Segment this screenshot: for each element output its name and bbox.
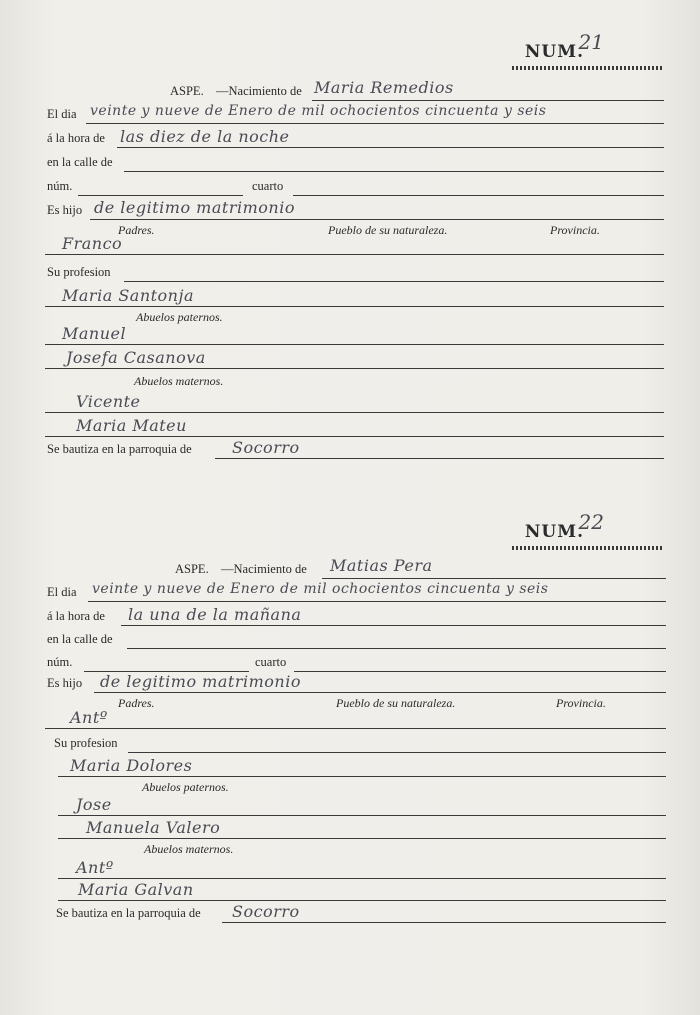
profesion-label: Su profesion [54, 736, 118, 750]
es-hijo-label: Es hijo [47, 676, 83, 690]
record-number [472, 28, 662, 70]
nombre-value: Matias Pera [330, 556, 433, 575]
parroquia-line [0, 902, 700, 924]
calle-label: en la calle de [47, 632, 113, 646]
num-value: 22 [578, 510, 604, 534]
padre-line [0, 236, 700, 254]
num-header: NUM. [524, 42, 584, 62]
parroquia-line [0, 438, 700, 460]
cuarto-label: cuarto [255, 655, 287, 669]
hora-label: á la hora de [47, 131, 105, 145]
es-hijo-value: de legitimo matrimonio [94, 198, 295, 217]
nombre-value: Maria Remedios [314, 78, 454, 97]
dia-value: veinte y nueve de Enero de mil ochocientos cincuenta y seis [92, 581, 549, 597]
hora-value: las diez de la noche [120, 127, 290, 146]
abuela-materna-line [0, 416, 700, 434]
hora-label: á la hora de [47, 609, 105, 623]
dia-line [0, 581, 700, 603]
abuelo-paterno-value: Jose [76, 795, 112, 814]
abuelo-materno-value: Antº [76, 858, 114, 877]
num-cuarto-line [0, 655, 700, 673]
madre-value: Maria Dolores [70, 756, 193, 775]
dia-label: El dia [47, 107, 77, 121]
hora-line [0, 605, 700, 627]
madre-line [0, 756, 700, 774]
calle-label: en la calle de [47, 155, 113, 169]
town-label: ASPE. [170, 84, 204, 98]
num-label: núm. [47, 179, 73, 193]
dia-label: El dia [47, 585, 77, 599]
parroquia-label: Se bautiza en la parroquia de [47, 442, 192, 456]
abuelo-paterno-line [0, 795, 700, 813]
hora-value: la una de la mañana [128, 605, 302, 624]
padres-label: Padres. [118, 696, 155, 710]
pueblo-label: Pueblo de su naturaleza. [328, 223, 448, 237]
provincia-label: Provincia. [550, 223, 600, 237]
abuelos-paternos-label: Abuelos paternos. [136, 310, 223, 324]
madre-value: Maria Santonja [62, 286, 194, 305]
provincia-label: Provincia. [556, 696, 606, 710]
hora-line [0, 127, 700, 149]
nacimiento-label: —Nacimiento de [221, 562, 307, 576]
decorative-rule [512, 66, 662, 70]
nacimiento-line [0, 556, 700, 580]
nacimiento-line [0, 78, 700, 102]
abuelo-materno-line [0, 392, 700, 410]
abuela-paterna-value: Manuela Valero [86, 818, 221, 837]
parroquia-label: Se bautiza en la parroquia de [56, 906, 201, 920]
profesion-line [0, 736, 700, 754]
padre-line [0, 708, 700, 726]
es-hijo-value: de legitimo matrimonio [100, 672, 301, 691]
calle-line [0, 632, 700, 650]
profesion-label: Su profesion [47, 265, 111, 279]
abuela-materna-value: Maria Mateu [76, 416, 187, 435]
abuela-materna-value: Maria Galvan [78, 880, 194, 899]
es-hijo-label: Es hijo [47, 203, 83, 217]
abuelos-maternos-label: Abuelos maternos. [144, 842, 234, 856]
abuelos-paternos-label: Abuelos paternos. [142, 780, 229, 794]
nacimiento-label: —Nacimiento de [216, 84, 302, 98]
num-cuarto-line [0, 179, 700, 197]
town-label: ASPE. [175, 562, 209, 576]
pueblo-label: Pueblo de su naturaleza. [336, 696, 456, 710]
num-header: NUM. [524, 522, 584, 542]
profesion-line [0, 265, 700, 283]
padre-value: Franco [62, 234, 123, 253]
abuela-materna-line [0, 880, 700, 898]
abuelo-paterno-value: Manuel [62, 324, 127, 343]
es-hijo-line [0, 672, 700, 694]
decorative-rule [512, 546, 662, 550]
padres-label: Padres. [118, 223, 155, 237]
dia-value: veinte y nueve de Enero de mil ochocientos cincuenta y seis [90, 103, 547, 119]
num-label: núm. [47, 655, 73, 669]
calle-line [0, 155, 700, 173]
record-number [472, 508, 662, 550]
madre-line [0, 286, 700, 304]
abuela-paterna-line [0, 818, 700, 836]
abuela-paterna-value: Josefa Casanova [66, 348, 206, 367]
cuarto-label: cuarto [252, 179, 284, 193]
parroquia-value: Socorro [232, 438, 300, 457]
es-hijo-line [0, 198, 700, 221]
num-value: 21 [578, 30, 604, 54]
dia-line [0, 103, 700, 125]
abuelo-materno-line [0, 858, 700, 876]
padre-value: Antº [70, 708, 108, 727]
abuelos-maternos-label: Abuelos maternos. [134, 374, 224, 388]
abuela-paterna-line [0, 348, 700, 366]
abuelo-paterno-line [0, 324, 700, 342]
abuelo-materno-value: Vicente [76, 392, 141, 411]
parroquia-value: Socorro [232, 902, 300, 921]
